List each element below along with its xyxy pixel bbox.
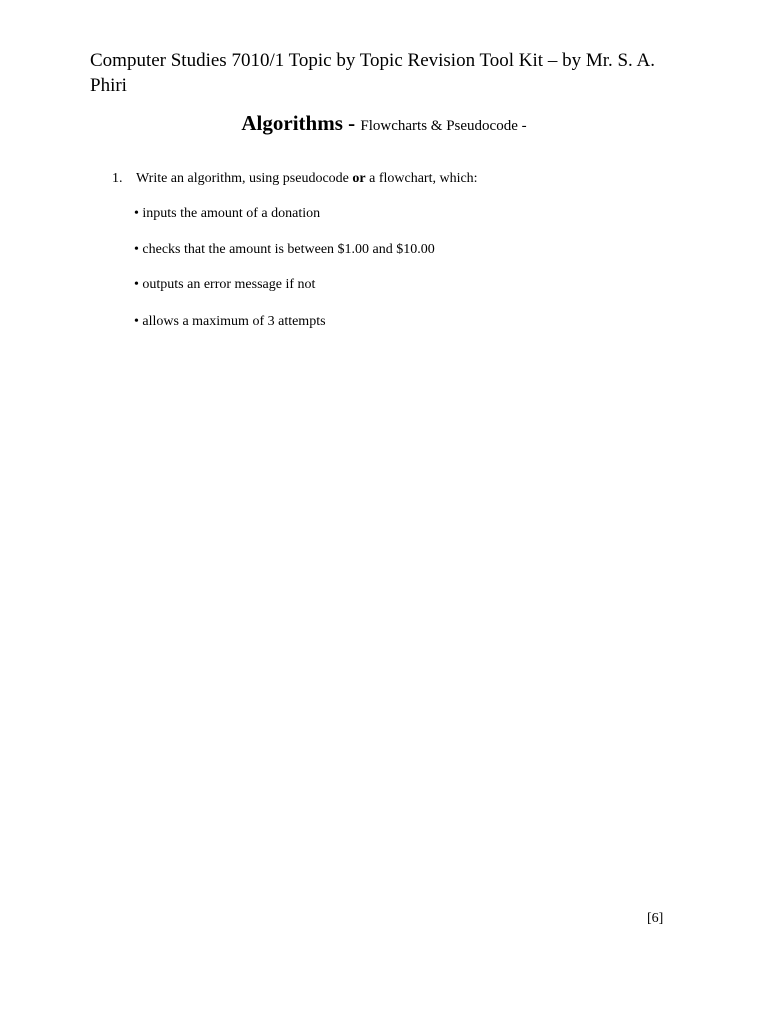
requirement-bullet: • outputs an error message if not [134,277,316,292]
requirement-bullet: • allows a maximum of 3 attempts [134,314,326,329]
question-text-bold: or [352,171,366,186]
question-1 [112,170,478,188]
document-header: Computer Studies 7010/1 Topic by Topic Revision Tool Kit – by Mr. S. A. Phiri [90,50,655,96]
question-text-end: a flowchart, which: [365,171,478,186]
requirement-bullet: • checks that the amount is between $1.00 and $10.00 [134,242,435,257]
requirement-bullet: • inputs the amount of a donation [134,206,321,221]
heading-title: Algorithms - [241,111,361,135]
section-heading [0,111,768,136]
marks-allocation: [6] [647,911,664,926]
heading-subtitle: Flowcharts & Pseudocode - [360,118,527,134]
question-number: 1. [112,171,123,186]
question-text-start: Write an algorithm, using pseudocode [136,171,353,186]
